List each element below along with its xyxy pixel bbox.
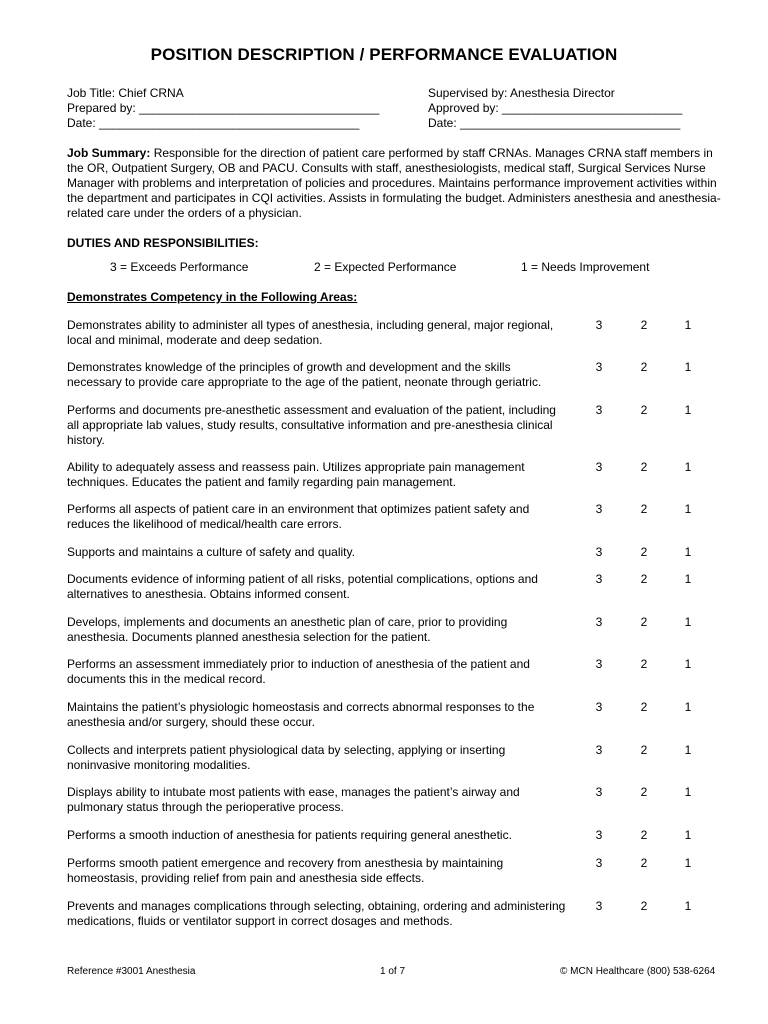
rating-1: 1: [684, 615, 692, 629]
rating-2: 2: [640, 615, 648, 629]
rating-1: 1: [684, 657, 692, 671]
scale-needs-improvement: 1 = Needs Improvement: [521, 260, 650, 274]
rating-2: 2: [640, 785, 648, 799]
competency-item-text: Demonstrates ability to administer all types of anesthesia, including general, major regional, local and minimal, moderate and deep sedation.: [67, 318, 554, 347]
footer-page-number: 1 of 7: [380, 966, 406, 977]
rating-3: 3: [595, 318, 603, 332]
header-right: [428, 86, 728, 131]
rating-3: 3: [595, 785, 603, 799]
rating-2: 2: [640, 899, 648, 913]
date-field-right: Date: _________________________________: [428, 116, 681, 130]
competency-item-text: Performs an assessment immediately prior to induction of anesthesia of the patient and documents this in the medical record.: [67, 657, 530, 686]
rating-3: 3: [595, 502, 603, 516]
rating-2: 2: [640, 545, 648, 559]
competency-item-text: Collects and interprets patient physiological data by selecting, applying or inserting noninvasive monitoring modalities.: [67, 743, 506, 772]
competency-item-text: Ability to adequately assess and reassess pain. Utilizes appropriate pain management techniques. Educates the patient and family regarding pain management.: [67, 460, 525, 489]
prepared-by-field: Prepared by: ____________________________________: [67, 101, 380, 115]
rating-1: 1: [684, 572, 692, 586]
rating-3: 3: [595, 615, 603, 629]
rating-3: 3: [595, 545, 603, 559]
rating-3: 3: [595, 856, 603, 870]
competency-heading: Demonstrates Competency in the Following Areas:: [67, 290, 358, 304]
footer-reference: Reference #3001 Anesthesia: [67, 966, 196, 977]
rating-2: 2: [640, 828, 648, 842]
rating-3: 3: [595, 403, 603, 417]
header-left: [67, 86, 397, 131]
competency-item-text: Develops, implements and documents an anesthetic plan of care, prior to providing anesthesia. Documents planned anesthesia selection for the patient.: [67, 615, 508, 644]
rating-1: 1: [684, 828, 692, 842]
scale-exceeds: 3 = Exceeds Performance: [110, 260, 249, 274]
rating-3: 3: [595, 743, 603, 757]
rating-3: 3: [595, 572, 603, 586]
rating-3: 3: [595, 899, 603, 913]
rating-1: 1: [684, 360, 692, 374]
rating-3: 3: [595, 460, 603, 474]
job-summary: [67, 146, 727, 221]
rating-2: 2: [640, 360, 648, 374]
competency-item-text: Performs smooth patient emergence and recovery from anesthesia by maintaining homeostasis, providing relief from pain and anesthesia side effects.: [67, 856, 504, 885]
rating-1: 1: [684, 460, 692, 474]
job-summary-label: Job Summary:: [67, 146, 151, 160]
rating-3: 3: [595, 828, 603, 842]
approved-by-field: Approved by: ___________________________: [428, 101, 683, 115]
rating-2: 2: [640, 318, 648, 332]
competency-item-text: Supports and maintains a culture of safety and quality.: [67, 545, 355, 559]
competency-item-text: Performs a smooth induction of anesthesia for patients requiring general anesthetic.: [67, 828, 512, 842]
job-title-field: Job Title: Chief CRNA: [67, 86, 184, 100]
competency-item-text: Performs all aspects of patient care in an environment that optimizes patient safety and reduces the likelihood of medical/health care errors.: [67, 502, 530, 531]
rating-2: 2: [640, 460, 648, 474]
competency-item-text: Demonstrates knowledge of the principles of growth and development and the skills necessary to provide care appropriate to the age of the patient, neonate through geriatric.: [67, 360, 542, 389]
competency-item-text: Documents evidence of informing patient of all risks, potential complications, options and alternatives to anesthesia. Obtains informed consent.: [67, 572, 538, 601]
rating-2: 2: [640, 743, 648, 757]
rating-1: 1: [684, 502, 692, 516]
rating-2: 2: [640, 657, 648, 671]
competency-item-text: Prevents and manages complications through selecting, obtaining, ordering and administering medications, fluids or ventilator support in correct dosages and methods.: [67, 899, 566, 928]
competency-item-text: Performs and documents pre-anesthetic assessment and evaluation of the patient, including all appropriate lab values, study results, consultative information and pre-anesthesia clinical history.: [67, 403, 556, 447]
rating-1: 1: [684, 785, 692, 799]
competency-item-text: Displays ability to intubate most patients with ease, manages the patient’s airway and pulmonary status through the perioperative process.: [67, 785, 520, 814]
job-summary-text: Responsible for the direction of patient care performed by staff CRNAs. Manages CRNA staff members in the OR, Outpatient Surgery, OB and PACU. Consults with staff, anesthesiologists, medical staff, Surgical Services Nurse Manager with problems and interpretation of policies and procedures. Maintains performance improvement activities within the department and participates in CQI activities. Assists in formulating the budget. Administers anesthesia and anesthesia-related care under the orders of a physician.: [67, 146, 721, 220]
scale-expected: 2 = Expected Performance: [314, 260, 457, 274]
rating-2: 2: [640, 502, 648, 516]
rating-2: 2: [640, 856, 648, 870]
rating-2: 2: [640, 403, 648, 417]
page-title: POSITION DESCRIPTION / PERFORMANCE EVALUATION: [150, 45, 618, 64]
rating-1: 1: [684, 743, 692, 757]
rating-1: 1: [684, 403, 692, 417]
rating-1: 1: [684, 318, 692, 332]
rating-2: 2: [640, 700, 648, 714]
rating-3: 3: [595, 700, 603, 714]
rating-3: 3: [595, 360, 603, 374]
rating-1: 1: [684, 545, 692, 559]
rating-1: 1: [684, 856, 692, 870]
duties-heading: DUTIES AND RESPONSIBILITIES:: [67, 236, 259, 250]
rating-3: 3: [595, 657, 603, 671]
date-field-left: Date: _______________________________________: [67, 116, 360, 130]
rating-1: 1: [684, 700, 692, 714]
rating-1: 1: [684, 899, 692, 913]
competency-item-text: Maintains the patient’s physiologic homeostasis and corrects abnormal responses to the anesthesia and/or surgery, should these occur.: [67, 700, 535, 729]
footer-company: © MCN Healthcare (800) 538-6264: [560, 966, 716, 977]
supervised-by-field: Supervised by: Anesthesia Director: [428, 86, 615, 100]
rating-2: 2: [640, 572, 648, 586]
